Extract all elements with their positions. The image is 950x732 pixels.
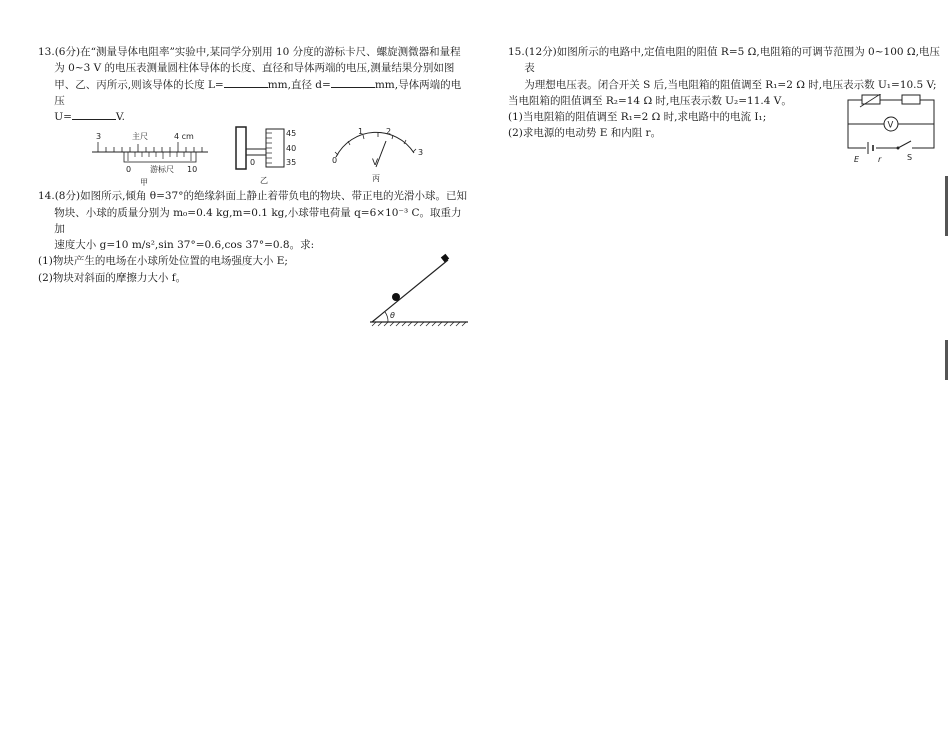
q13-stem-line3: 甲、乙、丙所示,则该导体的长度 L= mm,直径 d= mm,导体两端的电压 xyxy=(54,78,462,107)
voltmeter-dial-figure xyxy=(326,125,426,187)
q13-stem-line4: U= V. xyxy=(54,111,126,124)
incline-figure xyxy=(368,252,478,330)
thimble-40-label: 40 xyxy=(286,144,297,154)
switch-label: S xyxy=(907,153,913,162)
micrometer-figure xyxy=(228,125,308,187)
q13-stem-line2: 为 0~3 V 的电压表测量圆柱体导体的长度、直径和导体两端的电压,测量结果分别如图 xyxy=(54,62,455,75)
ball-shape xyxy=(392,293,400,301)
circuit-figure xyxy=(844,94,940,166)
internal-resistance-label: r xyxy=(878,155,882,164)
figure-caption-yi: 乙 xyxy=(260,176,268,186)
dial-3-label: 3 xyxy=(418,148,424,158)
fixed-resistor-shape xyxy=(902,95,920,104)
q14-sub2: (2)物块对斜面的摩擦力大小 f。 xyxy=(38,271,187,284)
q14-stem-line1: 14.(8分)如图所示,倾角 θ=37°的绝缘斜面上静止着带负电的物块、带正电的光滑小球。已知 xyxy=(38,190,467,203)
page-edge-mark xyxy=(945,176,948,236)
q15-stem-line3: 当电阻箱的阻值调至 R₂=14 Ω 时,电压表示数 U₂=11.4 V。 xyxy=(508,94,792,107)
question-13 xyxy=(38,44,470,187)
emf-label: E xyxy=(854,155,860,164)
q15-stem-line1: 15.(12分)如图所示的电路中,定值电阻的阻值 R=5 Ω,电阻箱的可调节范围为 0~100 Ω,电压表 xyxy=(508,46,940,75)
voltmeter-label: V xyxy=(887,120,894,131)
figure-caption-bing: 丙 xyxy=(372,174,380,184)
q15-sub1: (1)当电阻箱的阻值调至 R₁=2 Ω 时,求电路中的电流 I₁; xyxy=(508,111,767,124)
vernier-caliper-figure xyxy=(90,125,220,187)
block-shape xyxy=(441,254,449,262)
q15-stem-line2: 为理想电压表。闭合开关 S 后,当电阻箱的阻值调至 R₁=2 Ω 时,电压表示数 U₁=10.5 V; xyxy=(524,78,937,91)
sleeve-0-label: 0 xyxy=(250,158,256,168)
main-scale-4cm-label: 4 cm xyxy=(174,132,194,142)
question-14 xyxy=(38,188,470,320)
left-column xyxy=(38,44,470,320)
vernier-0-label: 0 xyxy=(126,165,132,175)
figure-caption-jia: 甲 xyxy=(140,178,148,188)
answer-blank-length[interactable] xyxy=(224,77,268,88)
thimble-45-label: 45 xyxy=(286,129,297,139)
dial-0-label: 0 xyxy=(332,156,338,166)
q15-sub2: (2)求电源的电动势 E 和内阻 r。 xyxy=(508,127,662,140)
answer-blank-voltage[interactable] xyxy=(72,109,116,120)
dial-2-label: 2 xyxy=(386,127,392,137)
q13-stem-line1: 13.(6分)在“测量导体电阻率”实验中,某同学分别用 10 分度的游标卡尺、螺旋测微器和量程 xyxy=(38,46,461,58)
q13-figures xyxy=(38,125,470,187)
main-scale-3-label: 3 xyxy=(96,132,102,142)
vernier-scale-label: 游标尺 xyxy=(150,165,174,175)
dial-unit-label: V xyxy=(372,158,379,169)
angle-theta-label: θ xyxy=(390,311,395,320)
answer-blank-diameter[interactable] xyxy=(331,77,375,88)
dial-1-label: 1 xyxy=(358,127,364,137)
thimble-35-label: 35 xyxy=(286,158,297,168)
q14-stem-line2: 物块、小球的质量分别为 m₀=0.4 kg,m=0.1 kg,小球带电荷量 q=6×10⁻³ C。取重力加 xyxy=(54,206,462,235)
q14-sub1: (1)物块产生的电场在小球所处位置的电场强度大小 E; xyxy=(38,255,288,268)
main-scale-label: 主尺 xyxy=(132,132,148,142)
q14-stem-line3: 速度大小 g=10 m/s²,sin 37°=0.6,cos 37°=0.8。求: xyxy=(54,239,315,252)
vernier-10-label: 10 xyxy=(187,165,198,175)
right-column xyxy=(508,44,940,164)
page-edge-mark xyxy=(945,340,948,380)
